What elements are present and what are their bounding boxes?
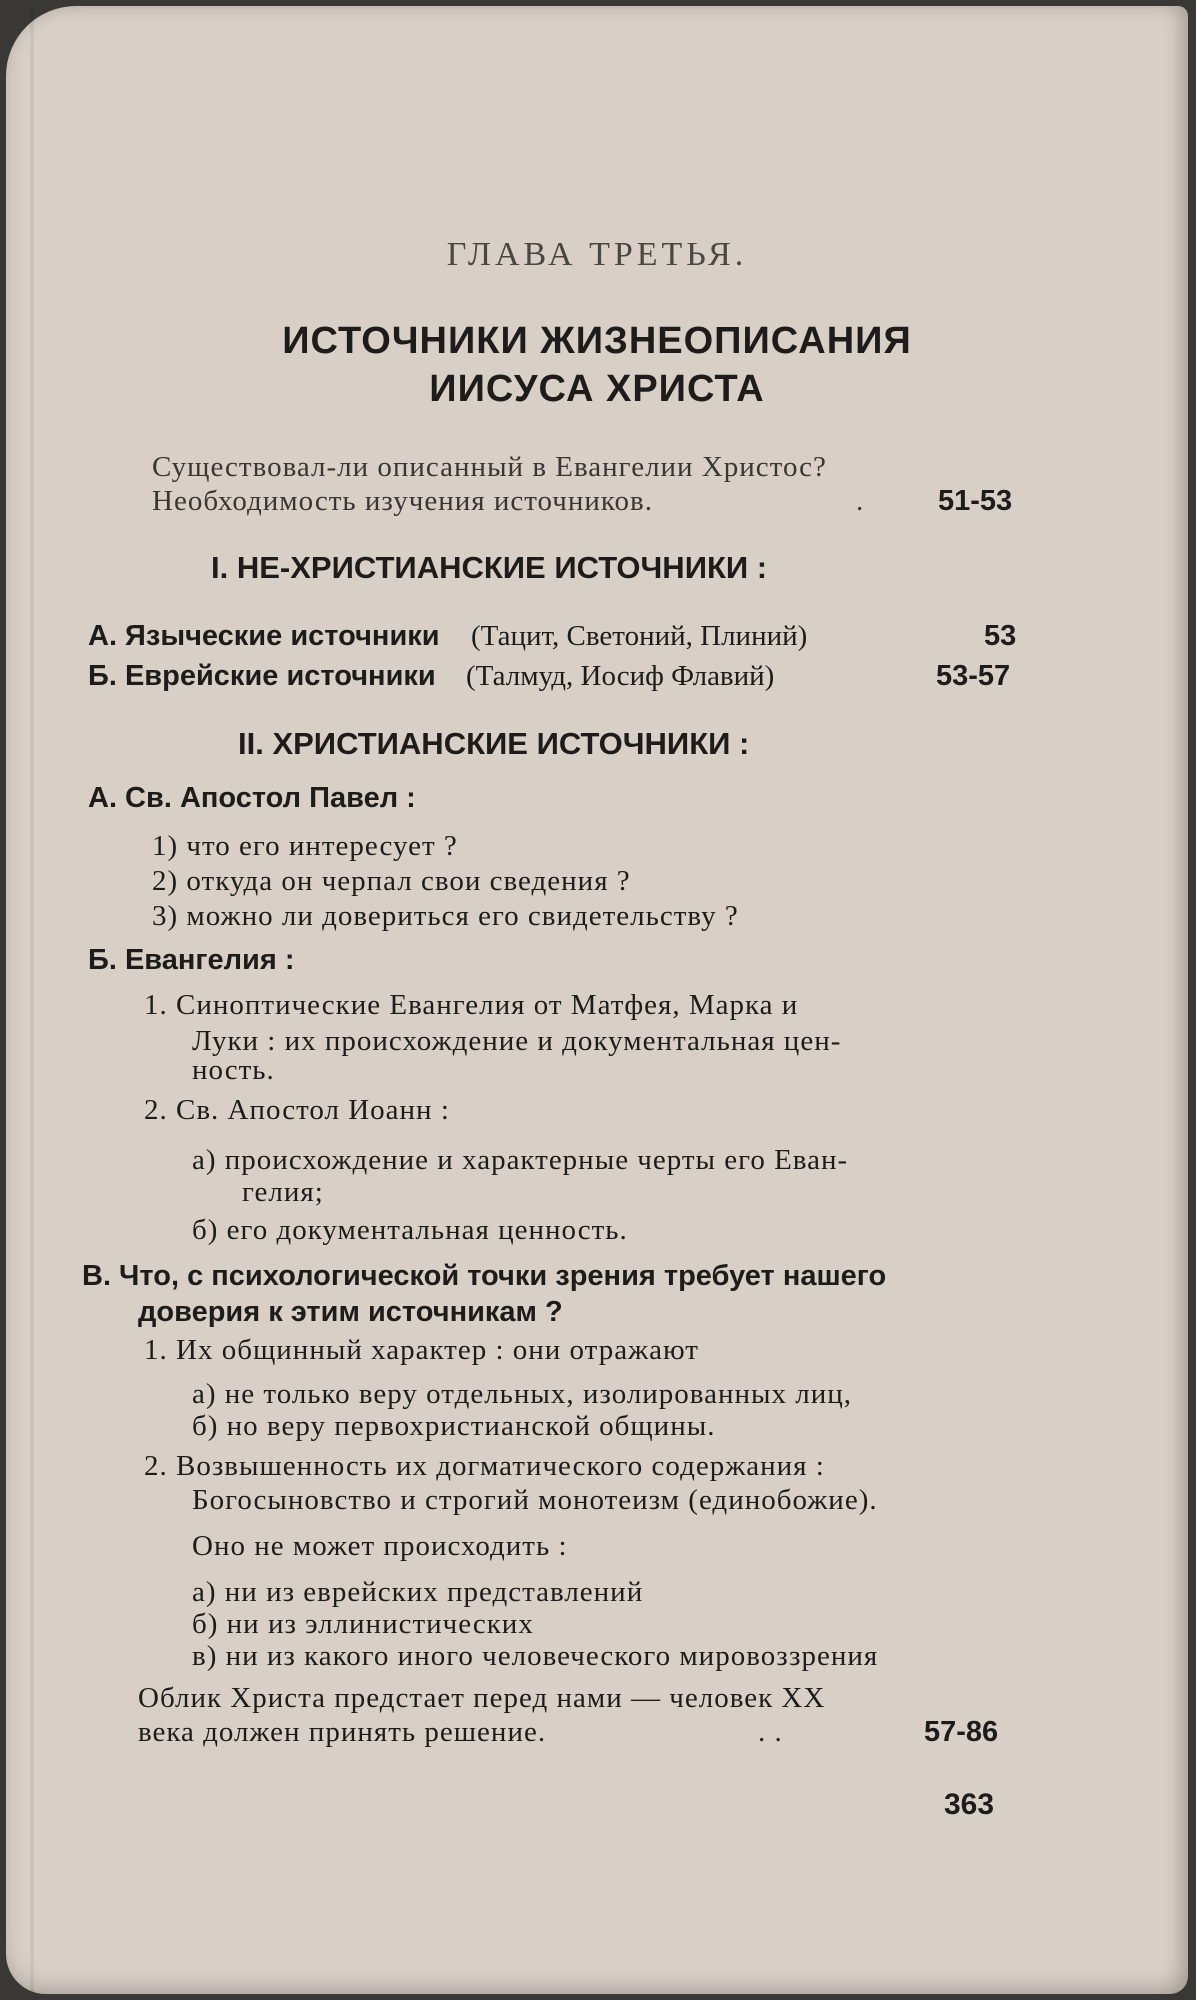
section-2-b1-line-2: Луки : их происхождение и документальная цен- — [192, 1025, 842, 1057]
section-1-heading: I. НЕ-ХРИСТИАНСКИЕ ИСТОЧНИКИ : — [211, 550, 768, 585]
section-2-a-item-2: 2) откуда он черпал свои сведения ? — [152, 865, 631, 897]
intro-leader-dot: . — [856, 485, 865, 517]
section-2-final-line-2: века должен принять решение. — [138, 1716, 547, 1748]
chapter-heading: ГЛАВА ТРЕТЬЯ. — [446, 236, 748, 273]
section-2-final-leader-dots: . . — [758, 1716, 783, 1748]
section-2-v1-heading: 1. Их общинный характер : они отражают — [144, 1334, 699, 1366]
section-1-item-b-note: (Талмуд, Иосиф Флавий) — [466, 660, 775, 692]
section-2-v2c: в) ни из какого иного человеческого мировоззрения — [192, 1640, 879, 1672]
intro-line-1: Существовал-ли описанный в Евангелии Христос? — [152, 451, 827, 483]
section-2-v1a: а) не только веру отдельных, изолированных лиц, — [192, 1378, 853, 1410]
intro-line-2: Необходимость изучения источников. — [152, 485, 653, 517]
section-2-b1-line-1: 1. Синоптические Евангелия от Матфея, Марка и — [144, 989, 799, 1021]
section-2-v2a: а) ни из еврейских представлений — [192, 1576, 644, 1608]
section-2-v1b: б) но веру первохристианской общины. — [192, 1410, 716, 1442]
section-2-b1-line-3: ность. — [192, 1054, 275, 1086]
section-2-a-item-1: 1) что его интересует ? — [152, 830, 458, 862]
book-page — [6, 6, 1188, 1994]
section-1-item-a-pages: 53 — [984, 620, 1017, 652]
section-2-b-heading: Б. Евангелия : — [88, 944, 295, 976]
intro-page-range: 51-53 — [938, 485, 1013, 517]
section-2-final-pages: 57-86 — [924, 1716, 999, 1748]
section-2-b2a-line-1: а) происхождение и характерные черты его Еван- — [192, 1144, 849, 1176]
section-2-v-line-1: В. Что, с психологической точки зрения требует нашего — [82, 1260, 887, 1292]
page-number: 363 — [944, 1788, 995, 1821]
section-1-item-a-label: А. Языческие источники — [88, 620, 440, 652]
chapter-title-line-1: ИСТОЧНИКИ ЖИЗНЕОПИСАНИЯ — [282, 320, 912, 362]
section-2-a-heading: А. Св. Апостол Павел : — [88, 782, 416, 814]
section-2-v2b: б) ни из эллинистических — [192, 1608, 534, 1640]
section-2-a-item-3: 3) можно ли довериться его свидетельству ? — [152, 900, 739, 932]
section-2-b2-heading: 2. Св. Апостол Иоанн : — [144, 1094, 450, 1126]
page-gutter — [30, 6, 34, 1994]
section-1-item-a-note: (Тацит, Светоний, Плиний) — [471, 620, 808, 652]
section-2-heading: II. ХРИСТИАНСКИЕ ИСТОЧНИКИ : — [238, 726, 750, 761]
section-2-v2-line-1: 2. Возвышенность их догматического содержания : — [144, 1450, 825, 1482]
section-2-b2a-line-2: гелия; — [242, 1176, 324, 1208]
section-2-final-line-1: Облик Христа предстает перед нами — человек XX — [138, 1682, 826, 1714]
section-2-v2-line-3: Оно не может происходить : — [192, 1530, 568, 1562]
section-1-item-b-label: Б. Еврейские источники — [88, 660, 436, 692]
section-1-item-b-pages: 53-57 — [936, 660, 1011, 692]
chapter-title-line-2: ИИСУСА ХРИСТА — [429, 368, 765, 410]
section-2-v-line-2: доверия к этим источникам ? — [138, 1296, 563, 1328]
section-2-b2b: б) его документальная ценность. — [192, 1214, 628, 1246]
section-2-v2-line-2: Богосыновство и строгий монотеизм (единобожие). — [192, 1484, 878, 1516]
